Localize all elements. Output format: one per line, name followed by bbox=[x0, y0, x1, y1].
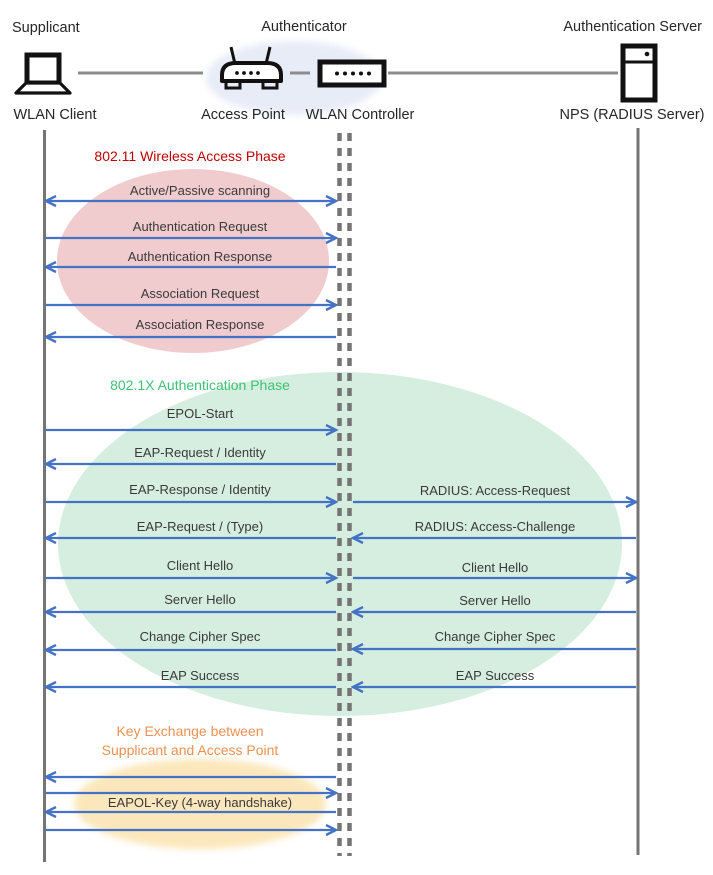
message-label: RADIUS: Access-Request bbox=[419, 483, 571, 498]
message-label: Authentication Response bbox=[127, 249, 273, 264]
role-label-authentication-server: Authentication Server bbox=[563, 19, 702, 35]
device-label-access-point: Access Point bbox=[201, 107, 285, 123]
device-label-wlan-controller: WLAN Controller bbox=[305, 107, 415, 123]
message-label: Server Hello bbox=[164, 592, 236, 607]
message-label: EAP Success bbox=[455, 668, 535, 683]
message-label: Change Cipher Spec bbox=[139, 629, 261, 644]
message-label: Association Request bbox=[140, 286, 260, 301]
phase-title-auth: 802.1X Authentication Phase bbox=[110, 377, 290, 393]
message-label: Client Hello bbox=[461, 560, 529, 575]
phase-title-key-exchange-line1: Key Exchange between bbox=[116, 723, 264, 739]
role-label-supplicant: Supplicant bbox=[12, 20, 80, 36]
message-label: Change Cipher Spec bbox=[434, 629, 556, 644]
message-label: EAP-Request / Identity bbox=[134, 445, 266, 460]
message-label: Active/Passive scanning bbox=[129, 183, 271, 198]
role-label-authenticator: Authenticator bbox=[261, 19, 347, 35]
message-label: Server Hello bbox=[459, 593, 531, 608]
phase-title-key-exchange-line2: Supplicant and Access Point bbox=[101, 742, 279, 758]
device-label-wlan-client: WLAN Client bbox=[13, 107, 97, 123]
message-label: EAP-Request / (Type) bbox=[136, 519, 264, 534]
phase-title-wireless: 802.11 Wireless Access Phase bbox=[94, 148, 286, 164]
message-label: Association Response bbox=[135, 317, 265, 332]
message-label: RADIUS: Access-Challenge bbox=[414, 519, 576, 534]
device-label-nps: NPS (RADIUS Server) bbox=[559, 107, 705, 123]
message-label: EPOL-Start bbox=[166, 406, 234, 421]
message-label: Client Hello bbox=[166, 558, 234, 573]
phase-title-key-exchange bbox=[40, 722, 340, 760]
message-label: EAP Success bbox=[160, 668, 240, 683]
message-label: EAP-Response / Identity bbox=[129, 482, 271, 497]
message-label: EAPOL-Key (4-way handshake) bbox=[107, 795, 293, 810]
message-label: Authentication Request bbox=[132, 219, 268, 234]
